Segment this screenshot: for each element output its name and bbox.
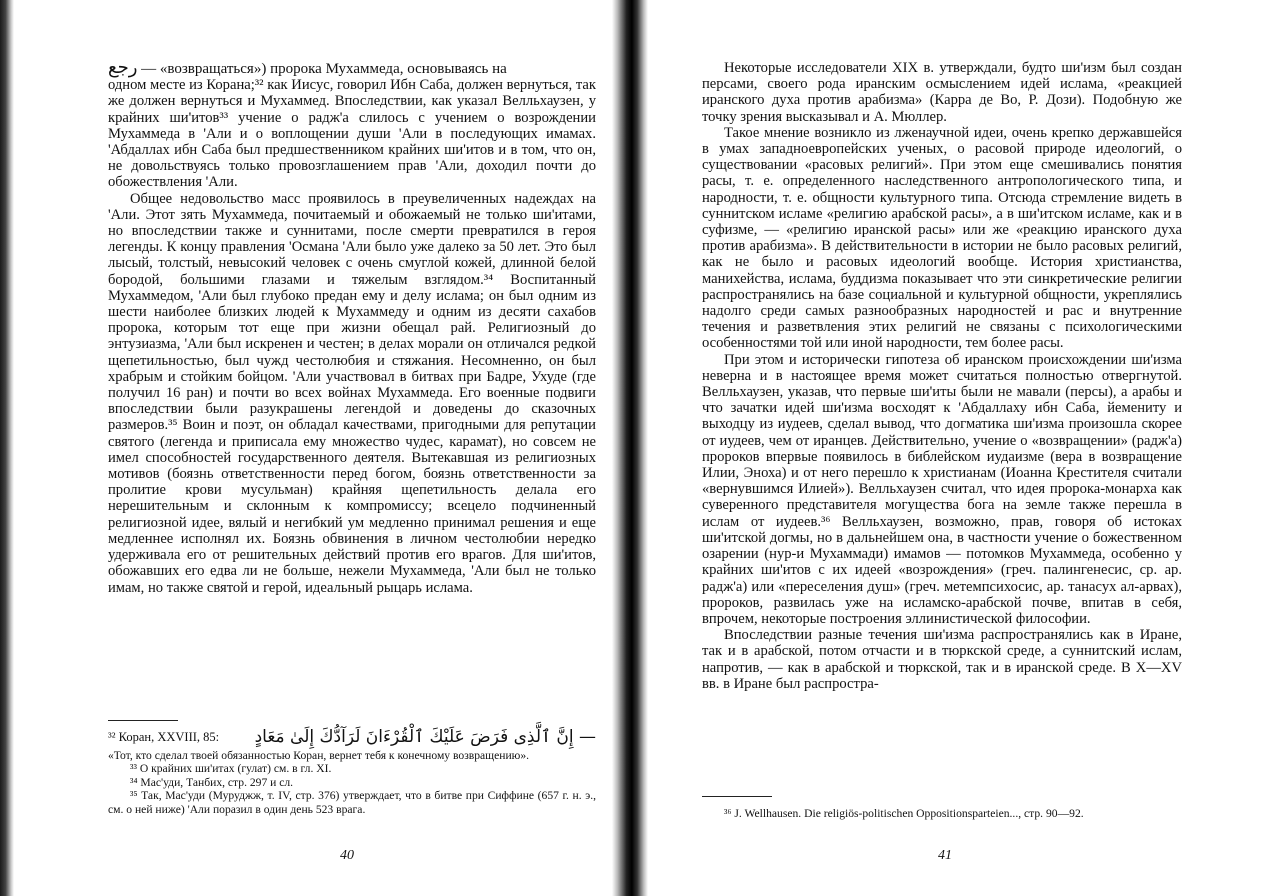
footnote-36: ³⁶ J. Wellhausen. Die religiös-politischen Oppositionsparteien..., стр. 90—92. bbox=[724, 807, 1084, 820]
footnote-32-ref: ³² Коран, XXVIII, 85: bbox=[108, 730, 220, 744]
left-first-line bbox=[108, 57, 596, 78]
footnote-35: ³⁵ Так, Мас'уди (Муруджж, т. IV, стр. 376) утверждает, что в битве при Сиффине (657 г. н. э., см. о ней ниже) 'Али поразил в один день 523 врага. bbox=[108, 789, 596, 816]
right-paragraph-3: При этом и исторически гипотеза об иранском происхождении ши'изма неверна и в настоящее время может считаться полностью отвергнутой. Велльхаузен, указав, что первые ши'иты были не мавали (персы), а арабы и что зачатки идей ши'изма восходят к 'Абдаллаху ибн Саба, йемениту и выходцу из иудеев, сделал вывод, что догматика ши'изма произошла скорее от иудеев, чем от иранцев. Действительно, учение о «возвращении» (радж'а) пророков впервые появилось в библейском иудаизме (вера в возвращение Илии, Эноха) и от него перешло к христианам (Иоанна Крестителя считали «вернувшимся Илией»). Велльхаузен считал, что идея пророка-монарха как суверенного представителя могущества бога на земле также перешла в ислам от иудеев.³⁶ Велльхаузен, возможно, прав, говоря об истоках ши'итской догмы, но в дальнейшем она, в частности учение о божественном озарении (нур-и Мухаммади) имамов — потомков Мухаммеда, особенно у крайних ши'итов с их идеей «возрождения» (греч. палингенесис, ср. ар. радж'а) или «переселения душ» (греч. метемпсихосис, ар. танасух ал-арвах), пророков, развилась уже на исламско-арабской почве, впитав в себя, впрочем, некоторые построения эллинистической философии. bbox=[702, 351, 1182, 627]
right-footnotes bbox=[702, 796, 1182, 821]
page-number-right: 41 bbox=[938, 848, 952, 863]
left-footnotes bbox=[108, 720, 596, 817]
left-paragraph-2: Общее недовольство масс проявилось в преувеличенных надеждах на 'Али. Этот зять Мухаммеда, почитаемый и обожаемый не только ши'итами, но впоследствии также и суннитами, после смерти превратился в героя легенды. К концу правления 'Османа 'Али было уже далеко за 50 лет. Это был лысый, толстый, невысокий человек с очень смуглой кожей, длинной белой бородой, большими глазами и тяжелым взглядом.³⁴ Воспитанный Мухаммедом, 'Али был глубоко предан ему и делу ислама; он был одним из шести наиболее близких людей к Мухаммеду и одним из десяти сахабов пророка, которым тот еще при жизни обещал рай. Религиозный до энтузиазма, 'Али был искренен и честен; в делах морали он отличался редкой щепетильностью, был чужд честолюбия и стяжания. Несомненно, он был храбрым и стойким бойцом. 'Али участвовал в битвах при Бадре, Ухуде (где получил 16 ран) и почти во всех войнах Мухаммеда. Его военные подвиги впоследствии были разукрашены легендой и доведены до сказочных размеров.³⁵ Воин и поэт, он обладал качествами, пригодными для репутации святого (легенда и приписала ему множество чудес, карамат), но совсем не имел способностей государственного деятеля. Вытекавшая из религиозных мотивов (боязнь ответственности перед богом, боязнь ответственности за пролитие крови мусульман) крайняя щепетильность делала его нерешительным и склонным к компромиссу; всецело подчиненный религиозной идее, вялый и негибкий ум медленно принимал решения и еще медленнее исполнял их. Боязнь обвинения в личном честолюбии нередко удерживала его от решительных действий против его врагов. Для ши'итов, обожавших его едва ли не больше, нежели Мухаммеда, 'Али был не только имам, но также святой и герой, идеальный рыцарь ислама. bbox=[108, 190, 596, 596]
right-paragraph-4: Впоследствии разные течения ши'изма распространялись как в Иране, так и в арабской, потом отчасти и в тюркской среде, а суннитский ислам, напротив, — как в арабской и тюркской, так и в иранской среде. В X—XV вв. в Иране был распростра- bbox=[702, 627, 1182, 692]
footnote-33: ³³ О крайних ши'итах (гулат) см. в гл. XI. bbox=[130, 762, 332, 776]
right-page-body bbox=[702, 60, 1182, 880]
center-binding-shadow bbox=[612, 0, 648, 896]
footnote-32-arabic: — إِنَّ ٱلَّذِى فَرَضَ عَلَيْكَ ٱلْقُرْءَانَ لَرَآدُّكَ إِلَىٰ مَعَادٍ bbox=[254, 727, 596, 747]
page-number-left: 40 bbox=[340, 848, 354, 863]
footnote-32 bbox=[108, 727, 596, 747]
right-paragraph-1: Некоторые исследователи XIX в. утверждали, будто ши'изм был создан персами, своего рода иранским осмыслением идей ислама, «реакцией иранского духа против арабизма» (Карра де Во, Р. Дози). Подобную же точку зрения высказывал и А. Мюллер. bbox=[702, 60, 1182, 125]
footnote-34: ³⁴ Мас'уди, Танбих, стр. 297 и сл. bbox=[130, 775, 294, 789]
first-line-text: — «возвращаться») пророка Мухаммеда, основываясь на bbox=[137, 61, 507, 77]
left-binding-shadow bbox=[0, 0, 14, 896]
left-paragraph-1: одном месте из Корана;³² как Иисус, говорил Ибн Саба, должен вернуться, так же должен вернуться и Мухаммед. Впоследствии, как указал Велльхаузен, у крайних ши'итов³³ учение о радж'а слилось с учением о возрождении Мухаммеда в 'Али и о воплощении души 'Али в последующих имамах. 'Абдаллах ибн Саба был предшественником крайних ши'итов и в том, что он, не довольствуясь только провозглашением прав 'Али, доходил почти до обожествления 'Али. bbox=[108, 77, 596, 191]
footnote-rule-right bbox=[702, 796, 772, 797]
arabic-word-raja: رجع bbox=[108, 57, 138, 78]
right-paragraph-2: Такое мнение возникло из лженаучной идеи, очень крепко державшейся в умах западноевропейских ученых, о расовой природе идеологий, о существовании «расовых религий». При этом еще смешивались понятия расы, т. е. определенного наследственного антропологического типа, и народности, т. е. общности культурного типа. Отсюда стремление видеть в суннитском исламе «религию арабской расы», а в ши'итском исламе, как и в суфизме, — «религию иранской расы» или же «реакцию иранского духа против арабизма». В действительности в истории не было расовых религий, как не было и расовых идеологий вообще. История христианства, манихейства, ислама, буддизма показывает что эти синкретические религии распространялись на базе социальной и культурной общности, укреплялись надолго среди самых разнообразных народностей и рас и внутренние течения и разветвления этих религий не связаны с психологическими особенностями той или иной народности, тем более расы. bbox=[702, 124, 1182, 352]
footnote-32-translation: «Тот, кто сделал твоей обязанностью Коран, вернет тебя к конечному возвращению». bbox=[108, 748, 530, 762]
footnote-rule bbox=[108, 720, 178, 721]
